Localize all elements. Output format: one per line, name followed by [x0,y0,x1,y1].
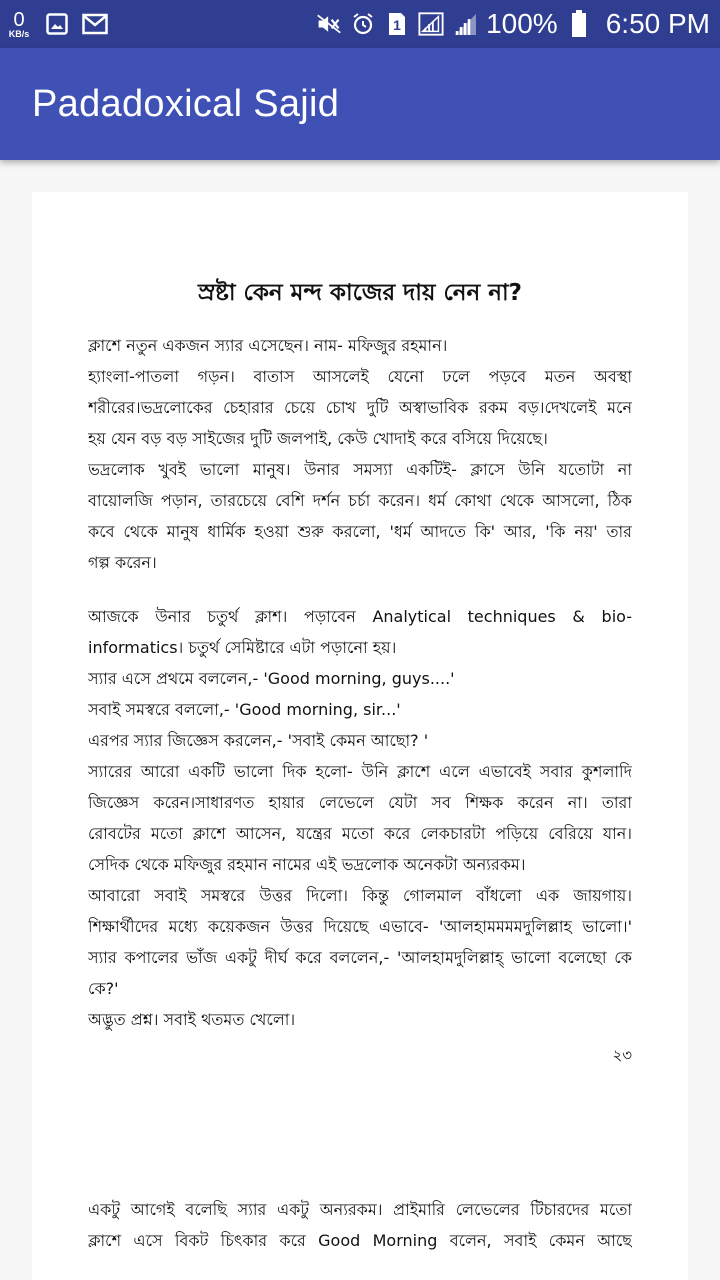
text-line: স্যারের আরো একটি ভালো দিক হলো- উনি ক্লাশে এলে এভাবেই সবার কুশলাদি [88,762,632,781]
gmail-icon [82,11,108,37]
pdf-page [32,1160,688,1280]
network-speed-unit: KB/s [8,28,30,39]
text-line: ক্লাশে নতুন একজন স্যার এসেছেন। নাম- মফিজুর রহমান। [88,336,448,355]
mute-icon [316,11,342,37]
image-icon [44,11,70,37]
signal-icon [452,11,478,37]
app-title: Padadoxical Sajid [32,82,340,125]
alarm-icon [350,11,376,37]
text-line: কে?' [88,979,119,998]
text-line: সবাই সমস্বরে বললো,- 'Good morning, sir...' [88,700,401,719]
text-line: আবারো সবাই সমস্বরে উত্তর দিলো। কিন্তু গোলমাল বাঁধলো এক জায়গায়। [88,886,632,905]
chapter-title: স্রষ্টা কেন মন্দ কাজের দায় নেন না? [198,280,522,306]
text-line: হ্যাংলা-পাতলা গড়ন। বাতাস আসলেই যেনো ঢলে পড়বে মতন অবস্থা [88,367,632,386]
pdf-viewer[interactable] [0,160,720,1280]
text-line: ক্লাশে এসে বিকট চিৎকার করে Good Morning বলেন, সবাই কেমন আছে [88,1231,632,1250]
text-line: বায়োলজি পড়ান, তারচেয়ে বেশি দর্শন চর্চা করেন। ধর্ম কোথা থেকে আসলো, ঠিক [88,491,632,510]
text-line: স্যার এসে প্রথমে বললেন,- 'Good morning, guys....' [88,669,455,688]
text-line: স্যার কপালের ভাঁজ একটু দীর্ঘ করে বললেন,- 'আলহামদুলিল্লাহ্‌ ভালো বলেছো কে [88,948,632,967]
text-line: ভদ্রলোক খুবই ভালো মানুষ। উনার সমস্যা একটিই- ক্লাসে উনি যতোটা না [88,460,632,479]
battery-icon [566,11,592,37]
text-line: শিক্ষার্থীদের মধ্যে কয়েকজন উত্তর দিয়েছে এভাবে- 'আলহামমমমদুলিল্লাহ ভালো।' [88,917,632,936]
text-line: কবে থেকে মানুষ ধার্মিক হওয়া শুরু করলো, 'ধর্ম আদতে কি' আর, 'কি নয়' তার [88,522,632,541]
app-bar [0,48,720,160]
sim-1-icon [384,11,410,37]
text-line: এরপর স্যার জিজ্ঞেস করলেন,- 'সবাই কেমন আছো? ' [88,731,429,750]
status-bar-right [308,8,710,40]
text-line: রোবটের মতো ক্লাশে আসেন, যন্ত্রের মতো করে লেকচারটা পড়িয়ে বেরিয়ে যান। [88,824,632,843]
text-line: সেদিক থেকে মফিজুর রহমান নামের এই ভদ্রলোক অনেকটা অন্যরকম। [88,855,526,874]
svg-text:1: 1 [393,17,401,33]
page-number: ২৩ [612,1046,632,1064]
network-speed [6,10,32,39]
text-line: আজকে উনার চতুর্থ ক্লাশ। পড়াবেন Analytical techniques & bio- [88,607,632,626]
clock: 6:50 PM [605,8,710,39]
signal-icon [418,11,444,37]
text-line: গল্প করেন। [88,553,157,572]
text-line: একটু আগেই বলেছি স্যার একটু অন্যরকম। প্রাইমারি লেভেলের টিচারদের মতো [88,1200,632,1219]
pdf-page [32,192,688,1242]
status-bar-left [6,10,120,39]
network-speed-value: 0 [13,8,25,31]
status-bar [0,0,720,48]
text-line: informatics। চতুর্থ সেমিষ্টারে এটা পড়ানো হয়। [88,638,397,657]
battery-percent: 100% [486,8,558,39]
text-line: হয় যেন বড় বড় সাইজের দুটি জলপাই, কেউ খোদাই করে বসিয়ে দিয়েছে। [88,429,548,448]
text-line: শরীরের।ভদ্রলোকের চেহারার চেয়ে চোখ দুটি অস্বাভাবিক রকম বড়।দেখলেই মনে [88,398,632,417]
text-line: জিজ্ঞেস করেন।সাধারণত হায়ার লেভেলে যেটা সব শিক্ষক করেন না। তারা [88,793,632,812]
text-line: অদ্ভুত প্রশ্ন। সবাই থতমত খেলো। [88,1010,296,1029]
